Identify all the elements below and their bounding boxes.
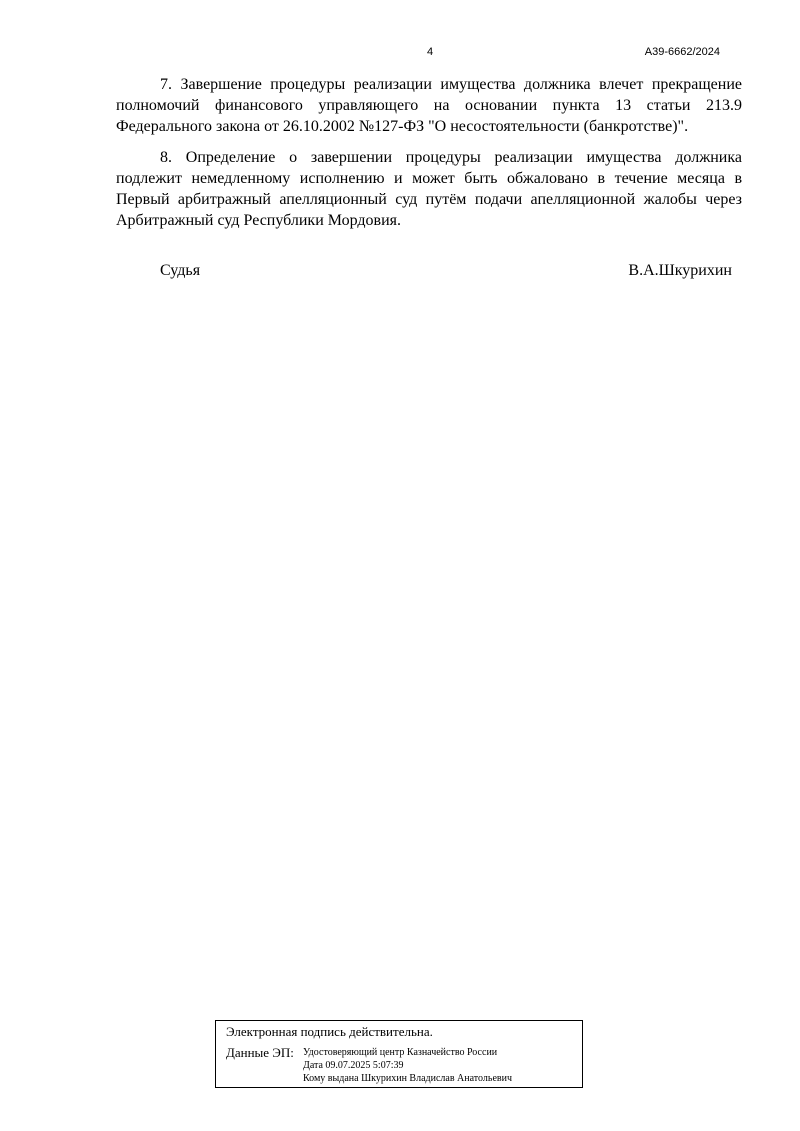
electronic-signature-stamp (215, 1020, 583, 1088)
judge-label: Судья (160, 262, 201, 279)
case-number: А39-6662/2024 (644, 46, 720, 58)
page-number: 4 (426, 46, 434, 58)
esign-details (303, 1046, 512, 1085)
esign-issued-to: Кому выдана Шкурихин Владислав Анатольевич (303, 1073, 513, 1084)
document-body (116, 74, 742, 241)
esign-certificate-center: Удостоверяющий центр Казначейство России (303, 1047, 498, 1058)
paragraph-8: 8. Определение о завершении процедуры реализации имущества должника подлежит немедленному исполнению и может быть обжаловано в течение месяца в Первый арбитражный апелляционный суд путём подачи апелляционной жалобы через Арбитражный суд Республики Мордовия. (116, 149, 742, 229)
esign-status: Электронная подпись действительна. (226, 1024, 433, 1039)
esign-data-label: Данные ЭП: (226, 1045, 294, 1060)
judge-name: В.А.Шкурихин (628, 262, 732, 279)
paragraph-7: 7. Завершение процедуры реализации имущества должника влечет прекращение полномочий финансового управляющего на основании пункта 13 статьи 213.9 Федерального закона от 26.10.2002 №127-ФЗ "О несостоятельности (банкротстве)". (116, 76, 742, 135)
esign-date: Дата 09.07.2025 5:07:39 (303, 1060, 404, 1071)
